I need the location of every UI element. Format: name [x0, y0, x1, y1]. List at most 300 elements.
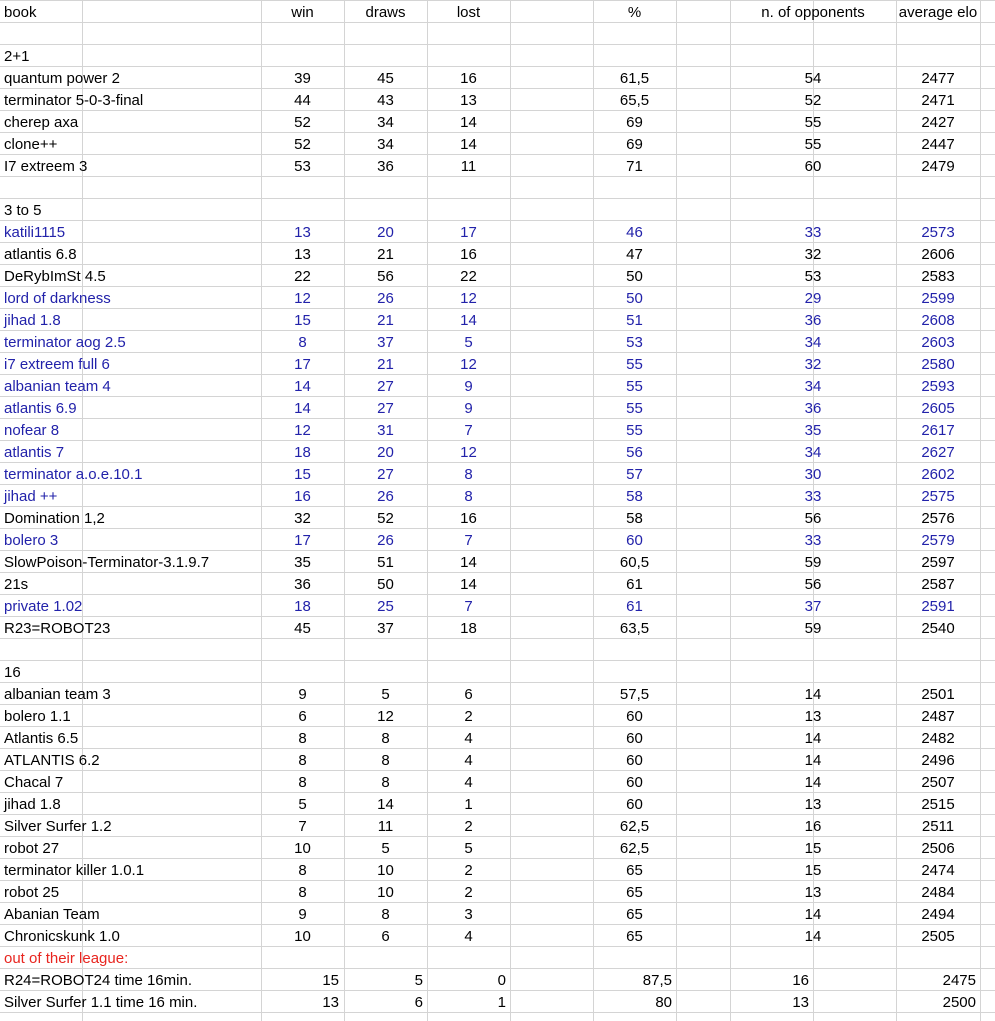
table-row [0, 397, 995, 419]
cell-pct: 65,5 [619, 92, 650, 109]
cell-lost: 4 [464, 752, 473, 769]
cell-lost: 7 [464, 422, 473, 439]
cell-opponents: 14 [804, 774, 822, 791]
cell-pct: 63,5 [619, 620, 650, 637]
cell-elo: 2573 [921, 224, 955, 241]
cell-elo: 2606 [921, 246, 955, 263]
cell-pct: 55 [626, 378, 643, 395]
cell-lost: 12 [460, 444, 477, 461]
table-row [0, 551, 995, 573]
cell-draws: 36 [377, 158, 394, 175]
table-row [0, 507, 995, 529]
cell-book: terminator killer 1.0.1 [4, 862, 145, 879]
cell-pct: 65 [626, 928, 643, 945]
cell-lost: 2 [464, 884, 473, 901]
cell-opponents: 14 [804, 752, 822, 769]
cell-draws: 52 [377, 510, 394, 527]
gridline-horizontal [0, 572, 995, 573]
cell-opponents: 13 [804, 708, 822, 725]
cell-lost: 12 [460, 356, 477, 373]
gridline-horizontal [0, 132, 995, 133]
table-row [0, 89, 995, 111]
gridline-horizontal [0, 220, 995, 221]
cell-elo: 2627 [921, 444, 955, 461]
cell-elo: 2597 [921, 554, 955, 571]
cell-draws: 31 [377, 422, 394, 439]
cell-draws: 20 [377, 444, 394, 461]
cell-opponents: 37 [804, 598, 822, 615]
cell-win: 16 [294, 488, 311, 505]
table-row [0, 991, 995, 1013]
cell-elo: 2482 [921, 730, 955, 747]
cell-draws: 8 [381, 906, 390, 923]
group-heading [0, 661, 995, 683]
gridline-horizontal [0, 924, 995, 925]
table-row [0, 485, 995, 507]
cell-elo: 2474 [921, 862, 955, 879]
gridline-horizontal [0, 660, 995, 661]
cell-draws: 34 [377, 114, 394, 131]
table-row [0, 243, 995, 265]
cell-draws: 5 [414, 972, 423, 989]
gridline-horizontal [0, 198, 995, 199]
cell-book: albanian team 4 [4, 378, 111, 395]
cell-lost: 14 [460, 554, 477, 571]
cell-win: 12 [294, 290, 311, 307]
cell-elo: 2505 [921, 928, 955, 945]
cell-pct: 58 [626, 510, 643, 527]
cell-elo: 2603 [921, 334, 955, 351]
gridline-horizontal [0, 396, 995, 397]
gridline-horizontal [0, 770, 995, 771]
group-heading [0, 199, 995, 221]
table-row [0, 705, 995, 727]
cell-book: Silver Surfer 1.1 time 16 min. [4, 994, 198, 1011]
gridline-horizontal [0, 22, 995, 23]
cell-opponents: 15 [804, 862, 822, 879]
gridline-horizontal [0, 440, 995, 441]
gridline-horizontal [0, 484, 995, 485]
gridline-horizontal [0, 352, 995, 353]
cell-book: robot 25 [4, 884, 60, 901]
cell-win: 7 [298, 818, 307, 835]
cell-draws: 26 [377, 532, 394, 549]
cell-win: 36 [294, 576, 311, 593]
cell-pct: 57 [626, 466, 643, 483]
cell-book: lord of darkness [4, 290, 111, 307]
cell-book: Chronicskunk 1.0 [4, 928, 120, 945]
gridline-horizontal [0, 66, 995, 67]
gridline-horizontal [0, 990, 995, 991]
gridline-horizontal [0, 880, 995, 881]
cell-elo: 2447 [921, 136, 955, 153]
cell-opponents: 13 [792, 994, 809, 1011]
cell-book: robot 27 [4, 840, 60, 857]
gridline-horizontal [0, 330, 995, 331]
cell-draws: 45 [377, 70, 394, 87]
cell-opponents: 34 [804, 334, 822, 351]
gridline-horizontal [0, 176, 995, 177]
cell-lost: 14 [460, 312, 477, 329]
gridline-horizontal [0, 154, 995, 155]
table-row [0, 881, 995, 903]
cell-book: Domination 1,2 [4, 510, 105, 527]
cell-win: 53 [294, 158, 311, 175]
cell-opponents: 59 [804, 620, 822, 637]
cell-book: terminator a.o.e.10.1 [4, 466, 143, 483]
cell-opponents: 52 [804, 92, 822, 109]
cell-win: win [291, 4, 314, 21]
cell-elo: 2540 [921, 620, 955, 637]
cell-opponents: 13 [804, 796, 822, 813]
cell-win: 9 [298, 906, 307, 923]
cell-draws: 10 [377, 862, 394, 879]
cell-pct: 71 [626, 158, 643, 175]
cell-elo: 2471 [921, 92, 955, 109]
table-row [0, 529, 995, 551]
cell-opponents: 33 [804, 532, 822, 549]
cell-lost: 14 [460, 576, 477, 593]
table-row [0, 969, 995, 991]
cell-draws: 11 [377, 818, 394, 835]
gridline-horizontal [0, 594, 995, 595]
cell-win: 8 [298, 774, 307, 791]
cell-opponents: 16 [792, 972, 809, 989]
gridline-horizontal [0, 286, 995, 287]
cell-book: atlantis 6.9 [4, 400, 77, 417]
cell-opponents: 14 [804, 730, 822, 747]
cell-elo: 2501 [921, 686, 955, 703]
table-row [0, 155, 995, 177]
cell-opponents: 33 [804, 224, 822, 241]
cell-win: 13 [294, 224, 311, 241]
cell-elo: 2506 [921, 840, 955, 857]
cell-elo: 2515 [921, 796, 955, 813]
cell-book: Chacal 7 [4, 774, 64, 791]
cell-opponents: 34 [804, 444, 822, 461]
cell-lost: 9 [464, 400, 473, 417]
gridline-horizontal [0, 110, 995, 111]
cell-opponents: 14 [804, 928, 822, 945]
cell-book: R23=ROBOT23 [4, 620, 111, 637]
gridline-horizontal [0, 792, 995, 793]
cell-draws: 25 [377, 598, 394, 615]
cell-opponents: 55 [804, 136, 822, 153]
cell-book: bolero 3 [4, 532, 59, 549]
cell-lost: 4 [464, 774, 473, 791]
cell-elo: 2599 [921, 290, 955, 307]
cell-win: 39 [294, 70, 311, 87]
cell-elo: 2575 [921, 488, 955, 505]
table-row [0, 727, 995, 749]
cell-opponents: 14 [804, 906, 822, 923]
cell-opponents: 53 [804, 268, 822, 285]
cell-win: 17 [294, 532, 311, 549]
cell-book: DeRybImSt 4.5 [4, 268, 106, 285]
table-row [0, 793, 995, 815]
cell-elo: 2579 [921, 532, 955, 549]
out-of-league-heading-label: out of their league: [4, 950, 129, 967]
cell-draws: 21 [377, 246, 394, 263]
cell-pct: 51 [626, 312, 643, 329]
cell-book: book [4, 4, 37, 21]
cell-win: 6 [298, 708, 307, 725]
cell-elo: 2487 [921, 708, 955, 725]
table-row [0, 837, 995, 859]
cell-win: 52 [294, 136, 311, 153]
table-row [0, 595, 995, 617]
cell-win: 8 [298, 334, 307, 351]
gridline-horizontal [0, 748, 995, 749]
cell-opponents: 30 [804, 466, 822, 483]
cell-pct: 57,5 [619, 686, 650, 703]
cell-win: 14 [294, 400, 311, 417]
cell-win: 32 [294, 510, 311, 527]
table-row [0, 111, 995, 133]
table-row [0, 67, 995, 89]
table-row [0, 441, 995, 463]
cell-pct: 69 [626, 136, 643, 153]
cell-opponents: 55 [804, 114, 822, 131]
group-heading-label: 2+1 [4, 48, 30, 65]
cell-win: 12 [294, 422, 311, 439]
cell-book: terminator 5-0-3-final [4, 92, 144, 109]
out-of-league-heading [0, 947, 995, 969]
cell-lost: lost [456, 4, 481, 21]
cell-draws: 37 [377, 620, 394, 637]
cell-draws: 50 [377, 576, 394, 593]
cell-book: cherep axa [4, 114, 79, 131]
gridline-horizontal [0, 616, 995, 617]
cell-draws: 6 [414, 994, 423, 1011]
cell-opponents: 32 [804, 246, 822, 263]
cell-book: nofear 8 [4, 422, 60, 439]
table-row [0, 903, 995, 925]
cell-opponents: 14 [804, 686, 822, 703]
cell-lost: 2 [464, 708, 473, 725]
gridline-horizontal [0, 242, 995, 243]
cell-pct: 60 [626, 752, 643, 769]
cell-draws: 5 [381, 686, 390, 703]
cell-elo: 2496 [921, 752, 955, 769]
cell-pct: 62,5 [619, 818, 650, 835]
cell-opponents: 60 [804, 158, 822, 175]
table-row [0, 815, 995, 837]
cell-draws: 8 [381, 774, 390, 791]
cell-pct: 55 [626, 400, 643, 417]
cell-win: 8 [298, 752, 307, 769]
cell-draws: 21 [377, 312, 394, 329]
cell-win: 5 [298, 796, 307, 813]
cell-book: SlowPoison-Terminator-3.1.9.7 [4, 554, 210, 571]
cell-pct: 65 [626, 862, 643, 879]
cell-elo: 2587 [921, 576, 955, 593]
cell-lost: 9 [464, 378, 473, 395]
cell-draws: 6 [381, 928, 390, 945]
table-row [0, 353, 995, 375]
table-row [0, 617, 995, 639]
cell-lost: 5 [464, 334, 473, 351]
cell-opponents: 56 [804, 510, 822, 527]
cell-book: katili1115 [4, 224, 66, 241]
gridline-horizontal [0, 550, 995, 551]
cell-win: 9 [298, 686, 307, 703]
cell-win: 52 [294, 114, 311, 131]
cell-lost: 8 [464, 466, 473, 483]
cell-lost: 4 [464, 730, 473, 747]
cell-book: Silver Surfer 1.2 [4, 818, 112, 835]
cell-pct: % [627, 4, 642, 21]
cell-draws: 26 [377, 488, 394, 505]
cell-lost: 17 [460, 224, 477, 241]
cell-pct: 47 [626, 246, 643, 263]
cell-draws: 12 [377, 708, 394, 725]
table-row [0, 375, 995, 397]
table-row [0, 309, 995, 331]
cell-book: 21s [4, 576, 29, 593]
gridline-horizontal [0, 0, 995, 1]
cell-book: clone++ [4, 136, 58, 153]
cell-win: 8 [298, 730, 307, 747]
cell-lost: 5 [464, 840, 473, 857]
cell-draws: 20 [377, 224, 394, 241]
cell-pct: 60,5 [619, 554, 650, 571]
cell-pct: 60 [626, 708, 643, 725]
cell-win: 10 [294, 928, 311, 945]
cell-lost: 22 [460, 268, 477, 285]
cell-book: ATLANTIS 6.2 [4, 752, 100, 769]
group-heading [0, 45, 995, 67]
cell-pct: 65 [626, 906, 643, 923]
cell-pct: 61 [626, 576, 643, 593]
cell-pct: 55 [626, 422, 643, 439]
cell-elo: 2511 [921, 818, 955, 835]
cell-pct: 60 [626, 532, 643, 549]
cell-draws: 51 [377, 554, 394, 571]
cell-pct: 60 [626, 730, 643, 747]
cell-pct: 60 [626, 796, 643, 813]
cell-win: 22 [294, 268, 311, 285]
cell-draws: 8 [381, 730, 390, 747]
cell-pct: 69 [626, 114, 643, 131]
cell-win: 18 [294, 444, 311, 461]
cell-lost: 16 [460, 510, 477, 527]
table-row [0, 573, 995, 595]
cell-draws: 5 [381, 840, 390, 857]
cell-elo: 2500 [942, 994, 976, 1011]
table-row [0, 331, 995, 353]
cell-draws: 14 [377, 796, 394, 813]
cell-book: jihad ++ [4, 488, 58, 505]
gridline-horizontal [0, 968, 995, 969]
cell-pct: 60 [626, 774, 643, 791]
cell-pct: 55 [626, 356, 643, 373]
cell-book: I7 extreem 3 [4, 158, 88, 175]
cell-win: 10 [294, 840, 311, 857]
cell-win: 8 [298, 862, 307, 879]
cell-elo: 2494 [921, 906, 955, 923]
cell-elo: 2608 [921, 312, 955, 329]
cell-lost: 2 [464, 818, 473, 835]
cell-book: i7 extreem full 6 [4, 356, 110, 373]
table-row [0, 133, 995, 155]
gridline-horizontal [0, 528, 995, 529]
cell-win: 18 [294, 598, 311, 615]
table-row [0, 221, 995, 243]
cell-win: 44 [294, 92, 311, 109]
table-row [0, 265, 995, 287]
cell-lost: 7 [464, 532, 473, 549]
cell-book: bolero 1.1 [4, 708, 71, 725]
cell-draws: 27 [377, 378, 394, 395]
cell-opponents: 36 [804, 312, 822, 329]
cell-win: 13 [322, 994, 339, 1011]
cell-lost: 6 [464, 686, 473, 703]
gridline-horizontal [0, 418, 995, 419]
cell-lost: 14 [460, 136, 477, 153]
cell-book: albanian team 3 [4, 686, 111, 703]
cell-lost: 7 [464, 598, 473, 615]
cell-opponents: 32 [804, 356, 822, 373]
cell-opponents: 35 [804, 422, 822, 439]
cell-elo: 2580 [921, 356, 955, 373]
table-row [0, 419, 995, 441]
gridline-horizontal [0, 682, 995, 683]
cell-pct: 87,5 [642, 972, 672, 989]
cell-pct: 61,5 [619, 70, 650, 87]
gridline-horizontal [0, 88, 995, 89]
table-row [0, 925, 995, 947]
cell-elo: 2605 [921, 400, 955, 417]
cell-book: terminator aog 2.5 [4, 334, 126, 351]
cell-pct: 56 [626, 444, 643, 461]
cell-draws: 43 [377, 92, 394, 109]
table-row [0, 683, 995, 705]
cell-elo: average elo [898, 4, 978, 21]
cell-elo: 2479 [921, 158, 955, 175]
cell-win: 15 [294, 312, 311, 329]
cell-draws: draws [365, 4, 406, 21]
cell-book: atlantis 7 [4, 444, 65, 461]
cell-draws: 21 [377, 356, 394, 373]
cell-opponents: 29 [804, 290, 822, 307]
cell-win: 35 [294, 554, 311, 571]
cell-lost: 1 [497, 994, 506, 1011]
table-row [0, 463, 995, 485]
cell-win: 14 [294, 378, 311, 395]
cell-book: jihad 1.8 [4, 796, 61, 813]
cell-pct: 50 [626, 290, 643, 307]
cell-lost: 2 [464, 862, 473, 879]
cell-elo: 2591 [921, 598, 955, 615]
cell-pct: 58 [626, 488, 643, 505]
cell-lost: 12 [460, 290, 477, 307]
cell-elo: 2477 [921, 70, 955, 87]
cell-book: quantum power 2 [4, 70, 120, 87]
cell-pct: 80 [655, 994, 672, 1011]
gridline-horizontal [0, 902, 995, 903]
cell-opponents: n. of opponents [761, 4, 865, 21]
cell-elo: 2576 [921, 510, 955, 527]
cell-lost: 16 [460, 70, 477, 87]
cell-elo: 2475 [942, 972, 976, 989]
cell-book: private 1.02 [4, 598, 83, 615]
cell-draws: 37 [377, 334, 394, 351]
cell-elo: 2484 [921, 884, 955, 901]
gridline-horizontal [0, 814, 995, 815]
cell-lost: 8 [464, 488, 473, 505]
group-heading-label: 16 [4, 664, 21, 681]
